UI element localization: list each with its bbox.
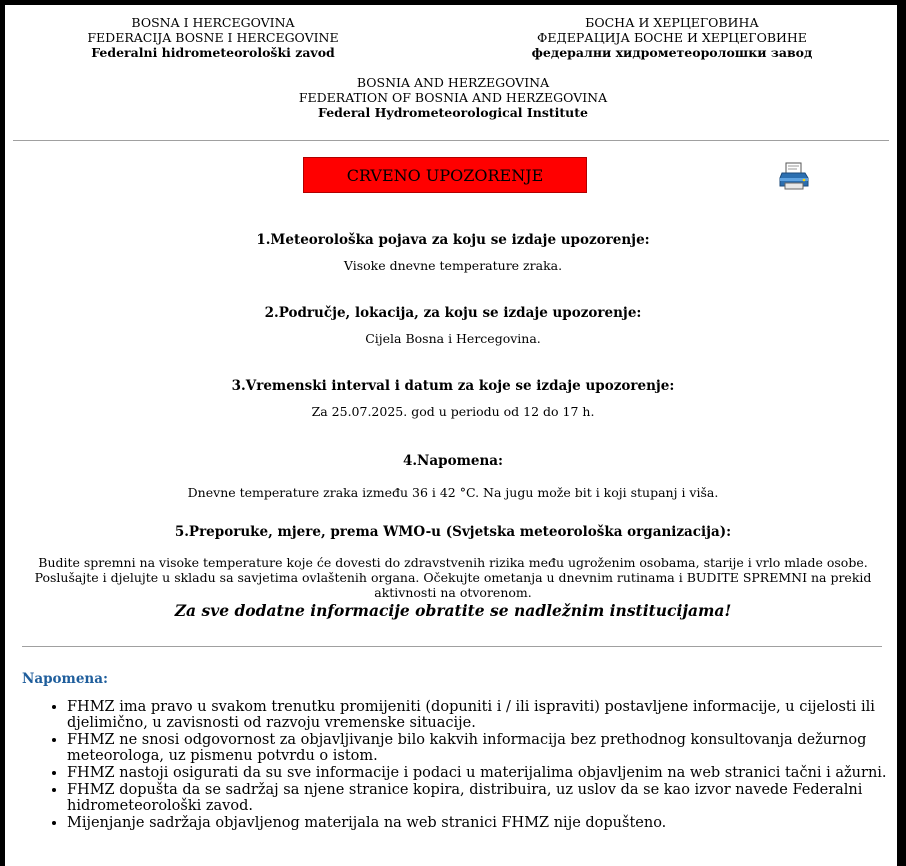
footer-divider [22, 646, 882, 647]
header-cyrillic-country: БОСНА И ХЕРЦЕГОВИНА [585, 15, 759, 30]
list-item: • FHMZ dopušta da se sadržaj sa njene stranice kopira, distribuira, uz uslov da se kao izvor navede Federalni hidrometeorološki zavod. [67, 782, 897, 814]
printer-icon[interactable] [777, 161, 811, 191]
list-item: • FHMZ ima pravo u svakom trenutku promijeniti (dopuniti i / ili ispraviti) postavljene informacije, u cijelosti ili djelimično, u zavisnosti od razvoju vremenske situacije. [67, 699, 897, 731]
section-note-text: Dnevne temperature zraka između 36 i 42 °C. Na jugu može bit i koji stupanj i viša. [187, 485, 719, 500]
header-latin-federation: FEDERACIJA BOSNE I HERCEGOVINE [87, 30, 339, 45]
page-frame [5, 5, 897, 866]
header-english-country: BOSNIA AND HERZEGOVINA [356, 75, 550, 90]
header-english-institute: Federal Hydrometeorological Institute [318, 105, 588, 120]
section-area-text: Cijela Bosna i Hercegovina. [365, 331, 541, 346]
section-recommendations-text: Budite spremni na visoke temperature koje će dovesti do zdravstvenih rizika među ugroženim osobama, starije i vrlo mlade osobe. Poslušajte i djelujte u skladu sa savjetima ovlaštenih organa. Očekujte ometanja u dnevnim rutinama i BUDITE SPREMNI na prekid aktivnosti na otvorenom. [34, 555, 872, 600]
notes-list [22, 699, 897, 832]
header-english-federation: FEDERATION OF BOSNIA AND HERZEGOVINA [298, 90, 608, 105]
header-cyrillic-federation: ФЕДЕРАЦИЈА БОСНЕ И ХЕРЦЕГОВИНЕ [537, 30, 807, 45]
section-time-interval-title: 3.Vremenski interval i datum za koje se izdaje upozorenje: [231, 378, 675, 394]
section-time-interval-text: Za 25.07.2025. god u periodu od 12 do 17 h. [311, 404, 595, 419]
list-item: • FHMZ ne snosi odgovornost za objavljivanje bilo kakvih informacija bez prethodnog konsultovanja dežurnog meteorologa, uz pismenu potvrdu o istom. [67, 732, 897, 764]
header-latin-country: BOSNA I HERCEGOVINA [131, 15, 295, 30]
header-latin [63, 15, 363, 60]
section-recommendations [15, 523, 891, 600]
list-item: • Mijenjanje sadržaja objavljenog materijala na web stranici FHMZ nije dopušteno. [67, 815, 897, 831]
section-phenomenon-title: 1.Meteorološka pojava za koju se izdaje upozorenje: [256, 232, 650, 248]
notes-heading: Napomena: [22, 671, 108, 687]
header-latin-institute: Federalni hidrometeorološki zavod [91, 45, 335, 60]
section-note-title: 4.Napomena: [402, 453, 504, 469]
section-note [15, 452, 891, 500]
section-time-interval [15, 377, 891, 419]
header-english [5, 75, 897, 120]
header-cyrillic-institute: федерални хидрометеоролошки завод [531, 45, 813, 60]
contact-institutions-notice: Za sve dodatne informacije obratite se nadležnim institucijama! [174, 601, 732, 620]
section-area-title: 2.Područje, lokacija, za koju se izdaje upozorenje: [264, 305, 642, 321]
section-phenomenon [15, 231, 891, 273]
red-warning-banner: CRVENO UPOZORENJE [303, 157, 587, 193]
section-phenomenon-text: Visoke dnevne temperature zraka. [343, 258, 563, 273]
header-cyrillic [522, 15, 822, 60]
list-item: • FHMZ nastoji osigurati da su sve informacije i podaci u materijalima objavljenim na web stranici tačni i ažurni. [67, 765, 897, 781]
header-divider [13, 140, 889, 141]
section-recommendations-title: 5.Preporuke, mjere, prema WMO-u (Svjetska meteorološka organizacija): [174, 524, 732, 540]
section-area [15, 304, 891, 346]
